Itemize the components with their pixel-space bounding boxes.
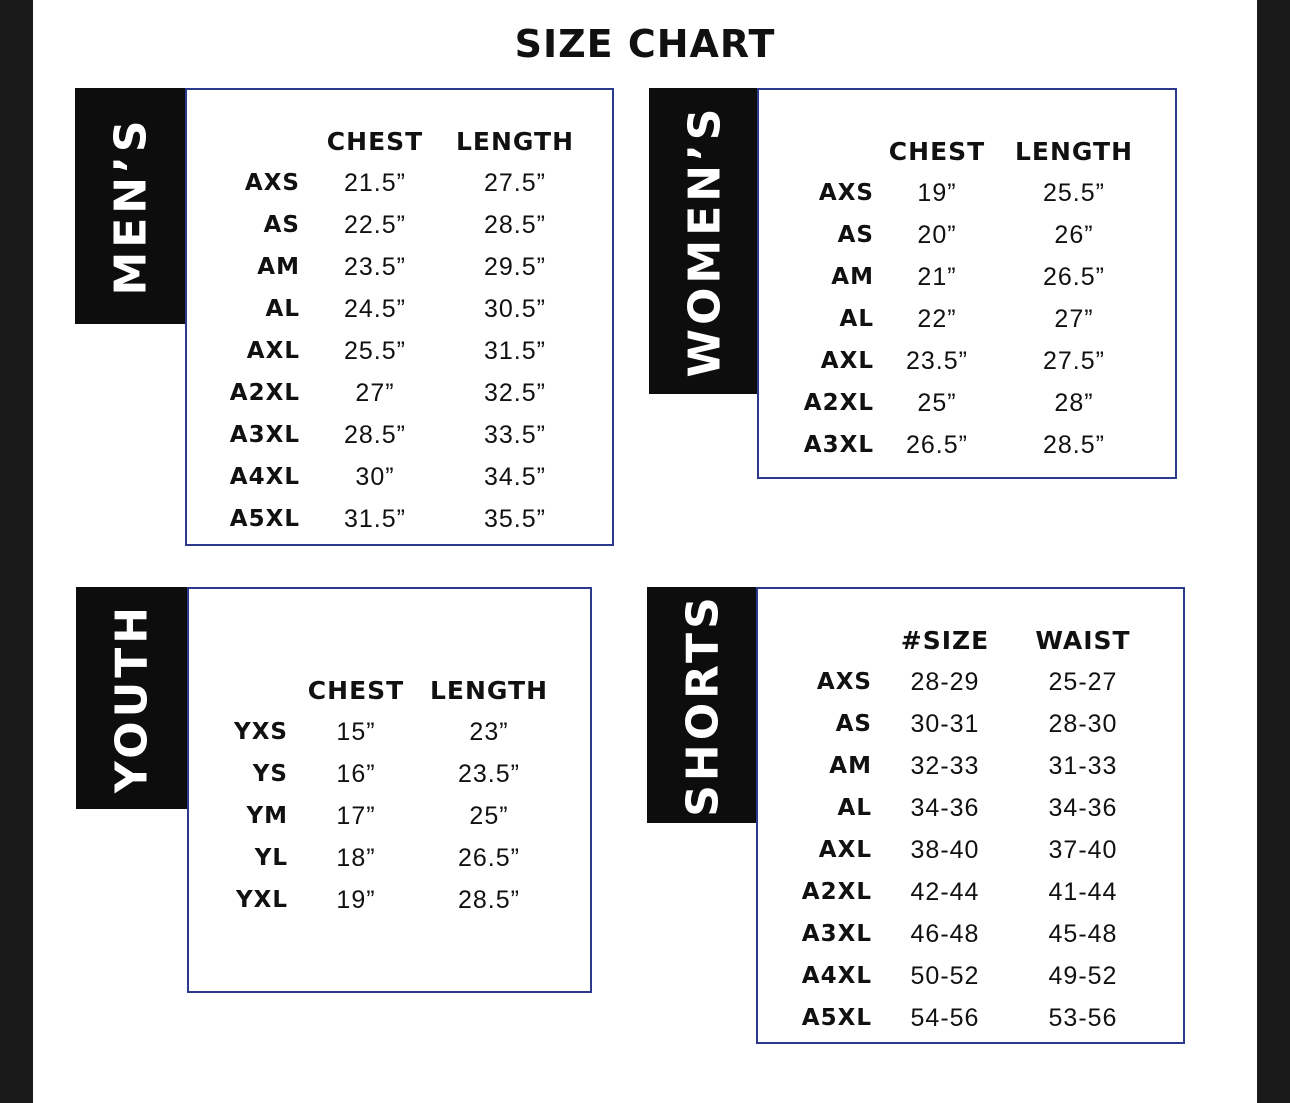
size-cell: AS <box>837 222 874 248</box>
length-cell: 31.5” <box>484 336 546 365</box>
table-header-row <box>782 130 1148 172</box>
size-cell: A2XL <box>801 879 872 905</box>
length-cell: 26.5” <box>458 843 520 872</box>
length-cell: 25.5” <box>1043 178 1105 207</box>
table-row <box>210 372 580 414</box>
length-cell: 25” <box>469 801 509 830</box>
table-row <box>210 330 580 372</box>
chest-cell: 22” <box>917 304 957 333</box>
waist-cell: 28-30 <box>1048 709 1118 738</box>
waist-cell: 53-56 <box>1048 1003 1118 1032</box>
table-row <box>780 829 1148 871</box>
length-cell: 27” <box>1054 304 1094 333</box>
size-cell: AXL <box>246 338 300 364</box>
length-cell: 26” <box>1054 220 1094 249</box>
chest-cell: 25.5” <box>344 336 406 365</box>
length-cell: 27.5” <box>1043 346 1105 375</box>
table-row <box>206 711 554 753</box>
waist-cell: 49-52 <box>1048 961 1118 990</box>
chest-cell: 24.5” <box>344 294 406 323</box>
waist-cell: 25-27 <box>1048 667 1118 696</box>
table-row <box>780 787 1148 829</box>
table-row <box>210 498 580 540</box>
length-cell: 28.5” <box>458 885 520 914</box>
chest-cell: 26.5” <box>906 430 968 459</box>
womens-tab-label: WOMEN’S <box>679 104 730 378</box>
column-header-chest: CHEST <box>888 136 986 166</box>
size-number-cell: 32-33 <box>910 751 980 780</box>
table-row <box>782 340 1148 382</box>
size-cell: AXS <box>818 180 874 206</box>
table-row <box>782 424 1148 466</box>
length-cell: 34.5” <box>484 462 546 491</box>
size-cell: AL <box>837 795 872 821</box>
length-cell: 28.5” <box>484 210 546 239</box>
column-header-length: LENGTH <box>1015 136 1133 166</box>
table-row <box>206 879 554 921</box>
size-cell: A2XL <box>803 390 874 416</box>
size-cell: A3XL <box>229 422 300 448</box>
womens-tab <box>649 88 760 394</box>
length-cell: 35.5” <box>484 504 546 533</box>
chest-cell: 23.5” <box>344 252 406 281</box>
mens-tab <box>75 88 187 324</box>
length-cell: 28” <box>1054 388 1094 417</box>
size-number-cell: 34-36 <box>910 793 980 822</box>
column-header-size-number: #SIZE <box>900 625 990 655</box>
size-number-cell: 50-52 <box>910 961 980 990</box>
chest-cell: 17” <box>336 801 376 830</box>
size-number-cell: 28-29 <box>910 667 980 696</box>
chest-cell: 27” <box>355 378 395 407</box>
table-row <box>780 661 1148 703</box>
length-cell: 28.5” <box>1043 430 1105 459</box>
size-number-cell: 54-56 <box>910 1003 980 1032</box>
table-row <box>780 997 1148 1039</box>
length-cell: 30.5” <box>484 294 546 323</box>
size-cell: A2XL <box>229 380 300 406</box>
size-number-cell: 38-40 <box>910 835 980 864</box>
youth-tab <box>76 587 187 809</box>
mens-tab-label: MEN’S <box>105 116 157 296</box>
chest-cell: 20” <box>917 220 957 249</box>
table-row <box>210 456 580 498</box>
mens-table <box>210 120 580 540</box>
chest-cell: 16” <box>336 759 376 788</box>
size-cell: AXL <box>820 348 874 374</box>
chest-cell: 28.5” <box>344 420 406 449</box>
size-cell: A5XL <box>229 506 300 532</box>
length-cell: 23.5” <box>458 759 520 788</box>
size-cell: AM <box>829 753 872 779</box>
table-header-row <box>210 120 580 162</box>
size-cell: YL <box>254 845 288 871</box>
size-cell: AL <box>839 306 874 332</box>
size-cell: AL <box>265 296 300 322</box>
waist-cell: 34-36 <box>1048 793 1118 822</box>
shorts-tab <box>647 587 758 823</box>
size-cell: YXL <box>235 887 288 913</box>
table-row <box>782 256 1148 298</box>
size-cell: AM <box>257 254 300 280</box>
size-cell: AM <box>831 264 874 290</box>
table-row <box>210 246 580 288</box>
column-header-chest: CHEST <box>307 675 405 705</box>
chest-cell: 21” <box>917 262 957 291</box>
chest-cell: 21.5” <box>344 168 406 197</box>
table-row <box>780 913 1148 955</box>
table-row <box>210 288 580 330</box>
length-cell: 29.5” <box>484 252 546 281</box>
table-row <box>206 837 554 879</box>
size-cell: AXS <box>816 669 872 695</box>
length-cell: 33.5” <box>484 420 546 449</box>
length-cell: 26.5” <box>1043 262 1105 291</box>
column-header-waist: WAIST <box>1035 625 1131 655</box>
chest-cell: 23.5” <box>906 346 968 375</box>
table-row <box>780 955 1148 997</box>
table-header-row <box>780 619 1148 661</box>
table-row <box>780 871 1148 913</box>
size-cell: AS <box>835 711 872 737</box>
length-cell: 32.5” <box>484 378 546 407</box>
youth-tab-label: YOUTH <box>106 602 157 794</box>
length-cell: 23” <box>469 717 509 746</box>
waist-cell: 31-33 <box>1048 751 1118 780</box>
table-row <box>782 172 1148 214</box>
chest-cell: 18” <box>336 843 376 872</box>
size-cell: YS <box>252 761 288 787</box>
table-row <box>780 745 1148 787</box>
table-header-row <box>206 669 554 711</box>
size-cell: AXS <box>244 170 300 196</box>
table-row <box>782 382 1148 424</box>
waist-cell: 37-40 <box>1048 835 1118 864</box>
size-number-cell: 30-31 <box>910 709 980 738</box>
size-cell: YM <box>246 803 288 829</box>
length-cell: 27.5” <box>484 168 546 197</box>
table-row <box>206 753 554 795</box>
size-cell: AS <box>263 212 300 238</box>
size-cell: YXS <box>234 719 288 745</box>
table-row <box>782 298 1148 340</box>
youth-table <box>206 669 554 921</box>
column-header-length: LENGTH <box>430 675 548 705</box>
chest-cell: 31.5” <box>344 504 406 533</box>
size-cell: A4XL <box>229 464 300 490</box>
shorts-tab-label: SHORTS <box>677 593 728 817</box>
table-row <box>210 204 580 246</box>
size-cell: A3XL <box>803 432 874 458</box>
size-number-cell: 42-44 <box>910 877 980 906</box>
page-title: SIZE CHART <box>514 22 776 66</box>
size-cell: A5XL <box>801 1005 872 1031</box>
chest-cell: 19” <box>336 885 376 914</box>
waist-cell: 45-48 <box>1048 919 1118 948</box>
shorts-table <box>780 619 1148 1039</box>
chest-cell: 25” <box>917 388 957 417</box>
waist-cell: 41-44 <box>1048 877 1118 906</box>
column-header-chest: CHEST <box>326 126 424 156</box>
chest-cell: 30” <box>355 462 395 491</box>
table-row <box>210 414 580 456</box>
column-header-length: LENGTH <box>456 126 574 156</box>
womens-table <box>782 130 1148 466</box>
size-number-cell: 46-48 <box>910 919 980 948</box>
table-row <box>206 795 554 837</box>
chest-cell: 19” <box>917 178 957 207</box>
chest-cell: 15” <box>336 717 376 746</box>
chest-cell: 22.5” <box>344 210 406 239</box>
size-cell: A3XL <box>801 921 872 947</box>
size-cell: AXL <box>818 837 872 863</box>
table-row <box>210 162 580 204</box>
size-cell: A4XL <box>801 963 872 989</box>
table-row <box>780 703 1148 745</box>
table-row <box>782 214 1148 256</box>
